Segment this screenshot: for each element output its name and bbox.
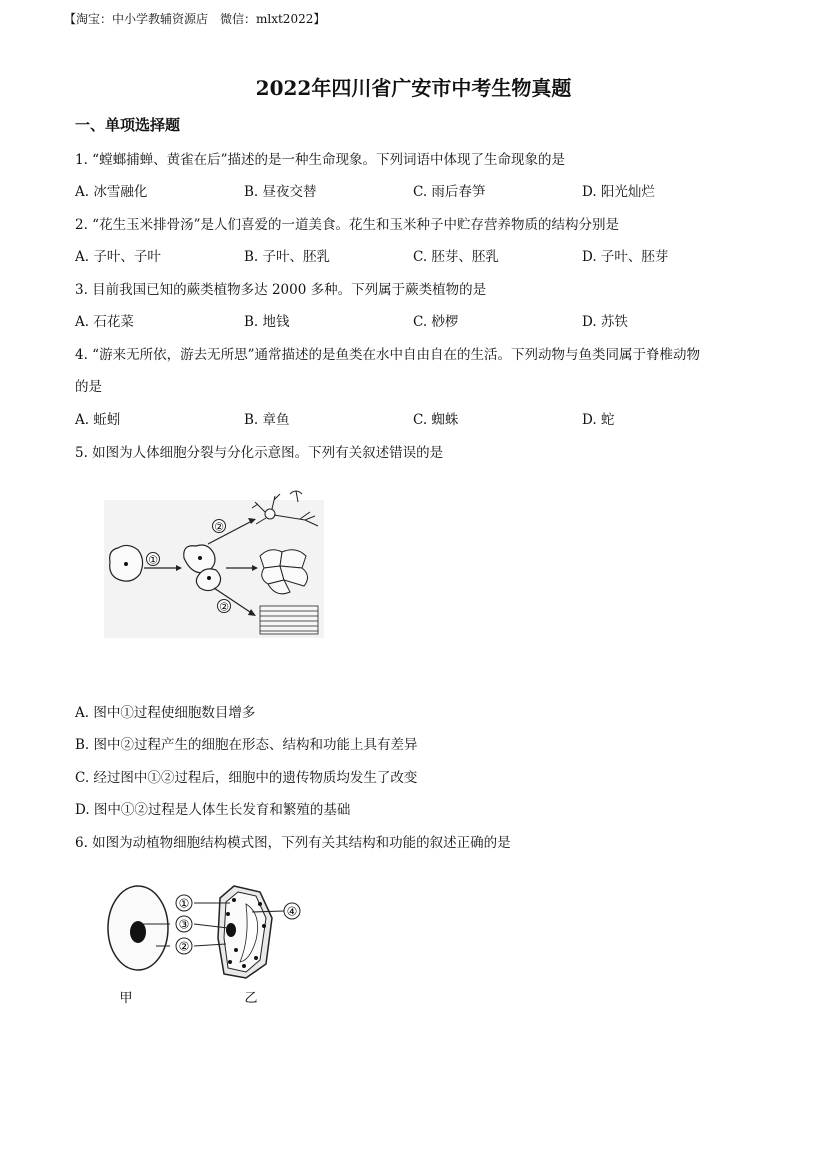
figure-label-1: ① <box>178 896 190 911</box>
figure-label-1: ① <box>148 553 158 567</box>
question-3-option-a: A. 石花菜 <box>75 314 134 330</box>
question-5-stem: 5. 如图为人体细胞分裂与分化示意图。下列有关叙述错误的是 <box>75 445 444 461</box>
section-heading: 一、单项选择题 <box>75 116 181 134</box>
question-1-option-a: A. 冰雪融化 <box>75 184 148 200</box>
question-3-option-d: D. 苏铁 <box>582 314 628 330</box>
plant-cell-nucleus <box>226 923 236 937</box>
question-1-option-b: B. 昼夜交替 <box>244 184 317 200</box>
question-5-option-a: A. 图中①过程使细胞数目增多 <box>75 705 256 721</box>
question-3-option-c: C. 桫椤 <box>413 314 459 330</box>
question-2-option-c: C. 胚芽、胚乳 <box>413 249 499 265</box>
question-4-option-c: C. 蜘蛛 <box>413 412 459 428</box>
question-2-option-a: A. 子叶、子叶 <box>75 249 161 265</box>
figure-label-2b: ② <box>219 600 229 614</box>
page-title: 2022年四川省广安市中考生物真题 <box>255 76 572 100</box>
question-5-option-c: C. 经过图中①②过程后，细胞中的遗传物质均发生了改变 <box>75 770 418 786</box>
figure-label-3: ③ <box>178 917 190 932</box>
original-cell-nucleus <box>124 562 128 566</box>
question-2-option-d: D. 子叶、胚芽 <box>582 249 669 265</box>
question-2-option-b: B. 子叶、胚乳 <box>244 249 331 265</box>
question-6-stem: 6. 如图为动植物细胞结构模式图，下列有关其结构和功能的叙述正确的是 <box>75 835 511 851</box>
cell-division-differentiation-figure <box>100 482 330 642</box>
figure-label-2: ② <box>178 939 190 954</box>
question-5-option-d: D. 图中①②过程是人体生长发育和繁殖的基础 <box>75 802 351 818</box>
question-1-stem: 1. “螳螂捕蝉、黄雀在后”描述的是一种生命现象。下列词语中体现了生命现象的是 <box>75 152 565 168</box>
question-1-option-d: D. 阳光灿烂 <box>582 184 655 200</box>
question-3-option-b: B. 地钱 <box>244 314 290 330</box>
figure-label-yi: 乙 <box>244 991 258 1006</box>
header-note: 【淘宝：中小学教辅资源店 微信：mlxt2022】 <box>64 12 326 26</box>
question-1-option-c: C. 雨后春笋 <box>413 184 486 200</box>
question-4-stem: 4. “游来无所依，游去无所思”通常描述的是鱼类在水中自由自在的生活。下列动物与鱼类同属于脊椎动物 <box>75 347 700 363</box>
figure-label-jia: 甲 <box>119 991 133 1006</box>
animal-plant-cell-figure <box>100 878 320 1012</box>
question-4-stem-continued: 的是 <box>75 379 102 395</box>
question-4-option-a: A. 蚯蚓 <box>75 412 121 428</box>
figure-label-4: ④ <box>286 904 298 919</box>
question-4-option-b: B. 章鱼 <box>244 412 290 428</box>
question-4-option-d: D. 蛇 <box>582 412 615 428</box>
question-3-stem: 3. 目前我国已知的蕨类植物多达 2000 多种。下列属于蕨类植物的是 <box>75 282 487 298</box>
question-5-option-b: B. 图中②过程产生的细胞在形态、结构和功能上具有差异 <box>75 737 418 753</box>
figure-label-2a: ② <box>214 520 224 534</box>
question-2-stem: 2. “花生玉米排骨汤”是人们喜爱的一道美食。花生和玉米种子中贮存营养物质的结构分别是 <box>75 217 619 233</box>
muscle-tissue <box>260 606 318 634</box>
